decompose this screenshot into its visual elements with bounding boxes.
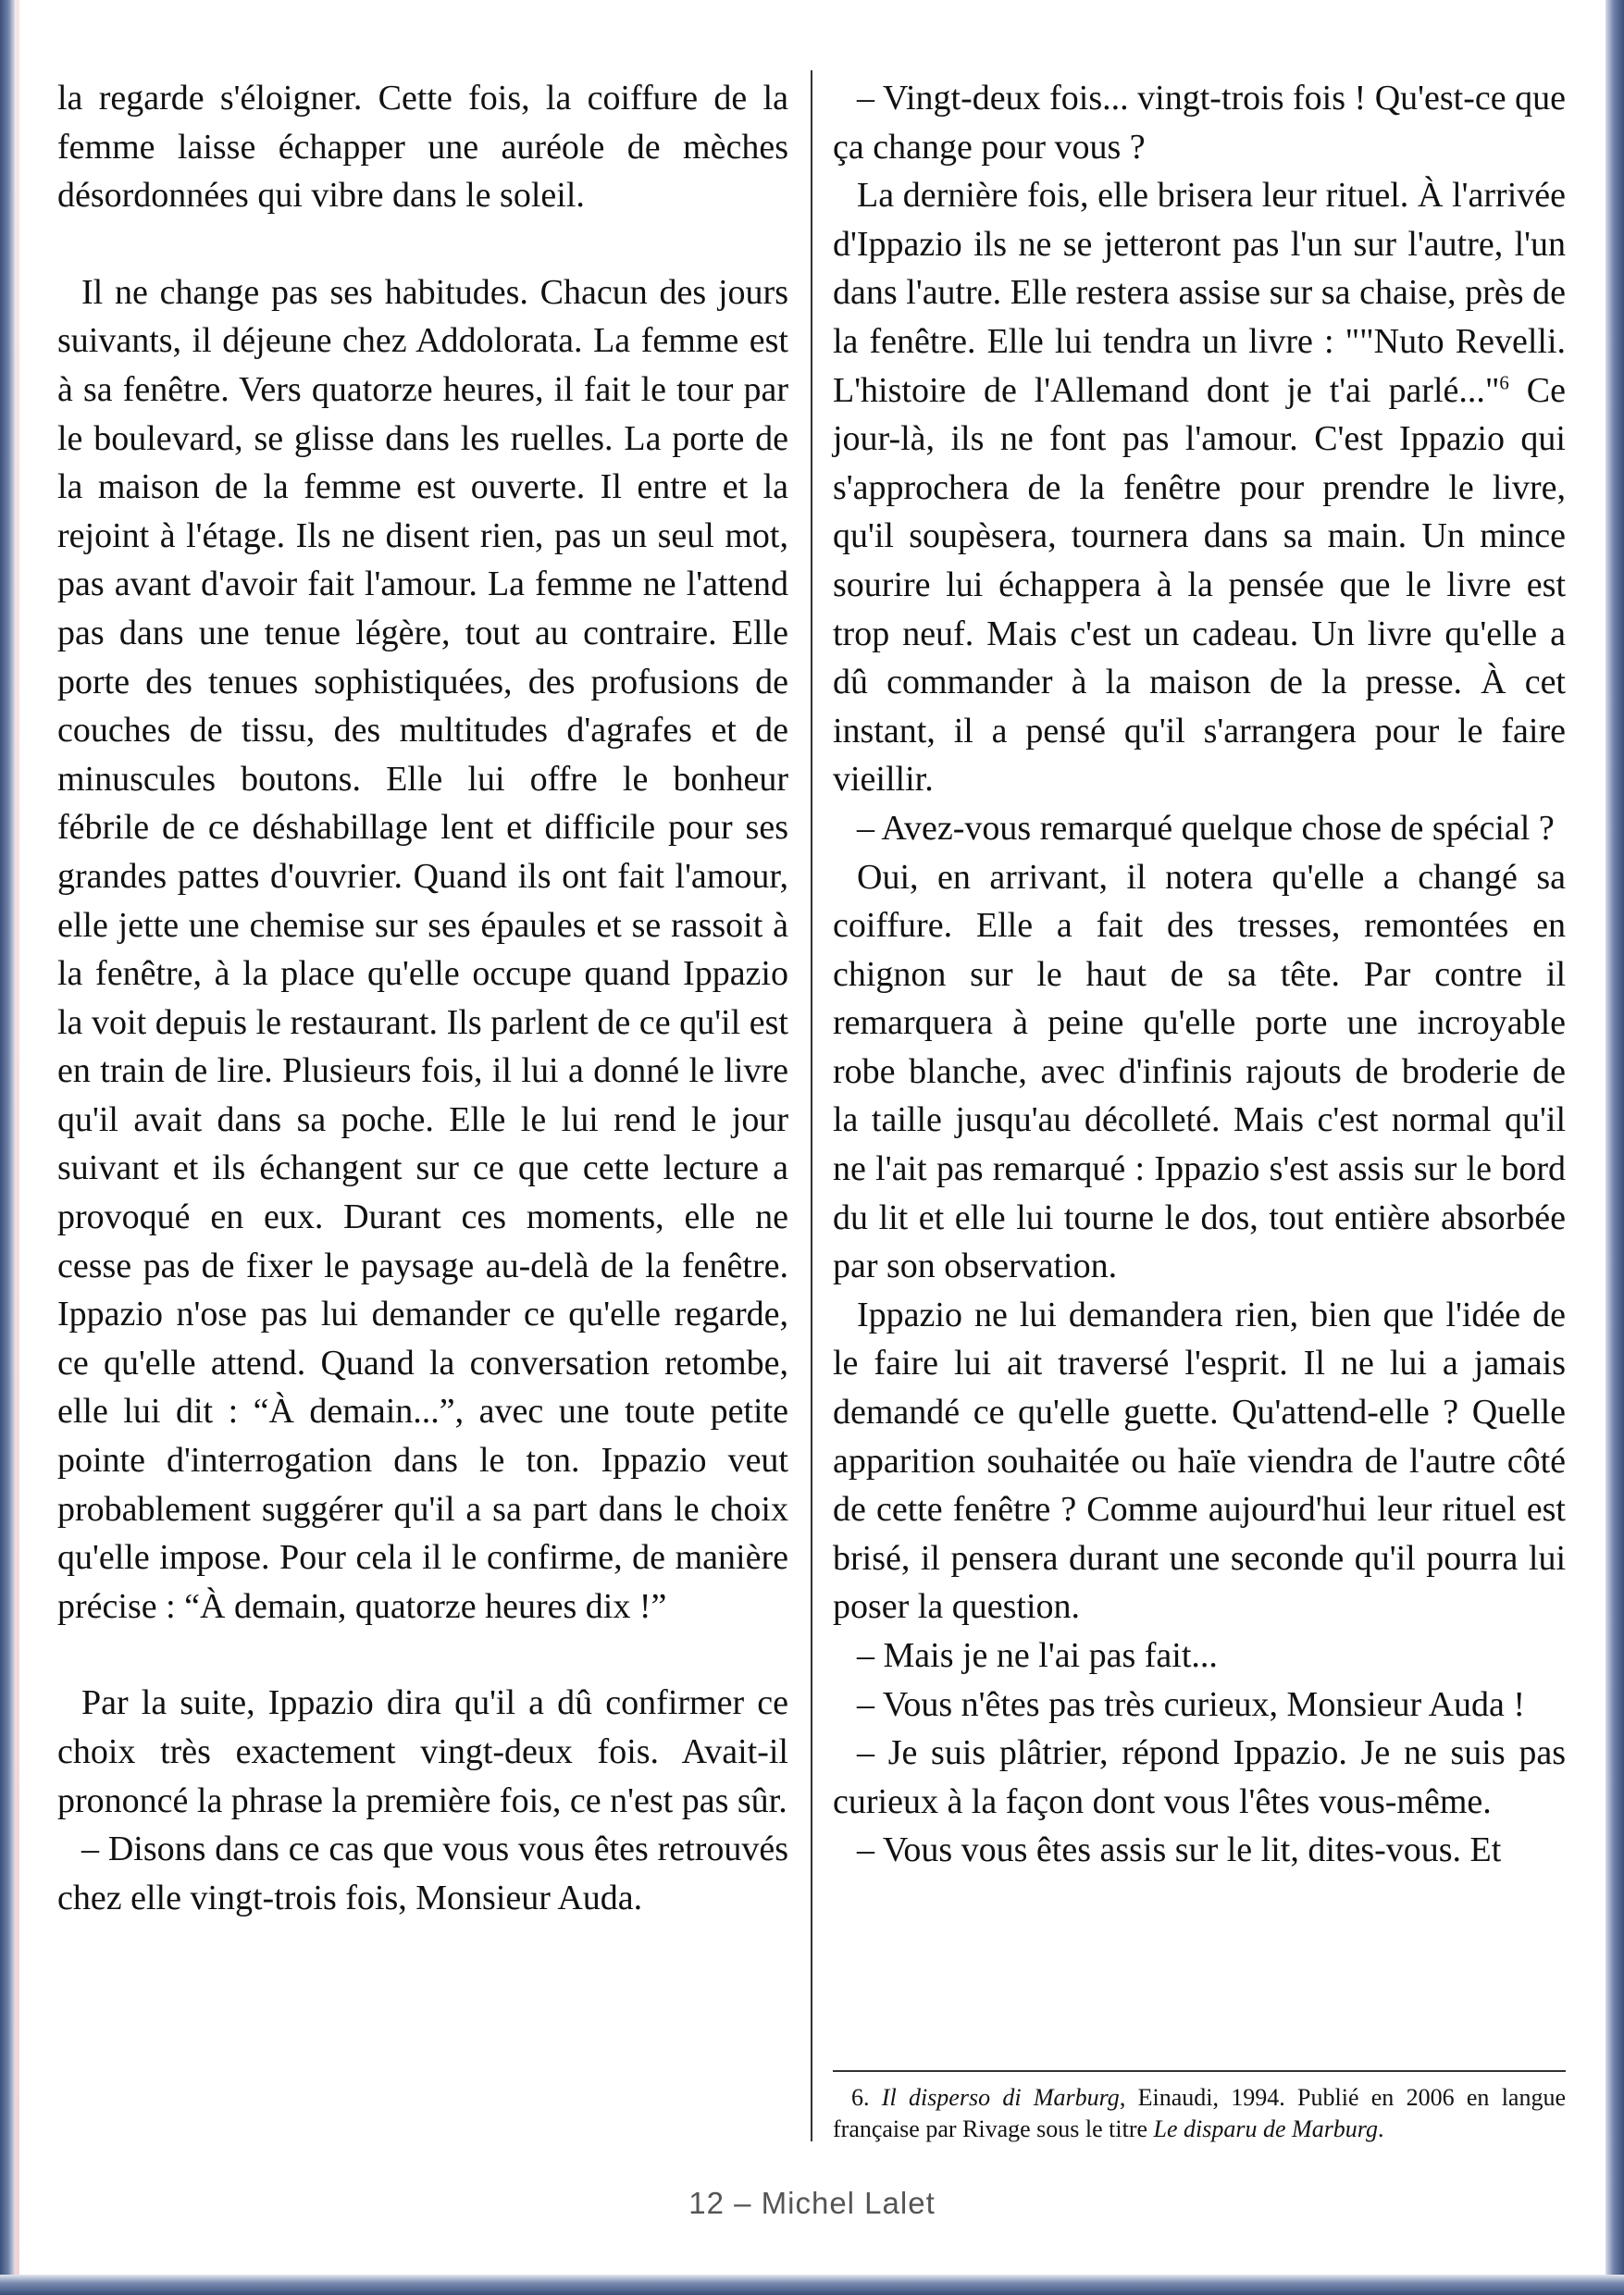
page-border-right xyxy=(1605,0,1624,2295)
page-border-left xyxy=(0,0,15,2295)
paragraph: Par la suite, Ippazio dira qu'il a dû confirmer ce choix très exactement vingt-deux fois. Avait-il prononcé la phrase la première fois, ce n'est pas sûr. xyxy=(57,1683,788,1820)
page-border-bottom xyxy=(0,2275,1624,2295)
paragraph: Ippazio ne lui demandera rien, bien que l'idée de le faire lui ait traversé l'esprit. Il ne lui a jamais demandé ce qu'elle guette. Qu'attend-elle ? Quelle apparition souhaitée ou haïe viendra de l'autre côté de cette fenêtre ? Comme aujourd'hui leur rituel est brisé, il pensera durant une seconde qu'il pourra lui poser la question. xyxy=(833,1295,1566,1627)
dialogue-line: – Vous n'êtes pas très curieux, Monsieur Auda ! xyxy=(857,1684,1526,1724)
footnote-number: 6. xyxy=(851,2084,870,2111)
dialogue-line: – Vous vous êtes assis sur le lit, dites-vous. Et xyxy=(857,1830,1502,1870)
dialogue-line: – Disons dans ce cas que vous vous êtes retrouvés chez elle vingt-trois fois, Monsieur Auda. xyxy=(57,1830,788,1917)
column-divider xyxy=(811,70,812,2141)
page-border-accent xyxy=(15,0,19,2275)
footnote-text: . xyxy=(1377,2115,1384,2142)
paragraph: la regarde s'éloigner. Cette fois, la coiffure de la femme laisse échapper une auréole de mèches désordonnées qui vibre dans le soleil. xyxy=(57,79,788,216)
paragraph-text: La dernière fois, elle brisera leur rituel. À l'arrivée d'Ippazio ils ne se jetteront pas l'un sur l'autre, l'un dans l'autre. Elle restera assise sur sa chaise, près de la fenêtre. Elle lui tendra un livre : ""Nuto Revelli. L'histoire de l'Allemand dont je t'ai parlé..." xyxy=(833,176,1566,410)
dialogue-line: – Mais je ne l'ai pas fait... xyxy=(857,1636,1218,1675)
dialogue-line: – Avez-vous remarqué quelque chose de spécial ? xyxy=(857,808,1555,848)
dialogue-line: – Vingt-deux fois... vingt-trois fois ! Qu'est-ce que ça change pour vous ? xyxy=(833,79,1566,167)
paragraph: Oui, en arrivant, il notera qu'elle a changé sa coiffure. Elle a fait des tresses, remontées en chignon sur le haut de sa tête. Par contre il remarquera à peine qu'elle porte une incroyable robe blanche, avec d'infinis rajouts de broderie de la taille jusqu'au décolleté. Mais c'est normal qu'il ne l'ait pas remarqué : Ippazio s'est assis sur le bord du lit et elle lui tourne le dos, tout entière absorbée par son observation. xyxy=(833,857,1566,1286)
footnote-marker[interactable]: 6 xyxy=(1499,370,1509,393)
footnote-rule xyxy=(833,2070,1566,2072)
footnote-title: Il disperso di Marburg xyxy=(881,2084,1120,2111)
page-folio: 12 – Michel Lalet xyxy=(688,2186,936,2220)
right-column xyxy=(833,74,1566,1875)
left-column xyxy=(57,74,788,1922)
paragraph-text: Ce jour-là, ils ne font pas l'amour. C'est Ippazio qui s'approchera de la fenêtre pour prendre le livre, qu'il soupèsera, tournera dans sa main. Un mince sourire lui échappera à la pensée que le livre est trop neuf. Mais c'est un cadeau. Un livre qu'elle a dû commander à la maison de la presse. À cet instant, il a pensé qu'il s'arrangera pour le faire vieillir. xyxy=(833,370,1566,800)
dialogue-line: – Je suis plâtrier, répond Ippazio. Je ne suis pas curieux à la façon dont vous l'êtes vous-même. xyxy=(833,1733,1566,1821)
footnote-title: Le disparu de Marburg xyxy=(1153,2115,1378,2142)
paragraph xyxy=(833,171,1566,804)
footnote-text: , Einaudi, 1994. Publié en 2006 en langue française par Rivage sous le titre xyxy=(833,2084,1567,2142)
paragraph: Il ne change pas ses habitudes. Chacun des jours suivants, il déjeune chez Addolorata. La femme est à sa fenêtre. Vers quatorze heures, il fait le tour par le boulevard, se glisse dans les ruelles. La porte de la maison de la femme est ouverte. Il entre et la rejoint à l'étage. Ils ne disent rien, pas un seul mot, pas avant d'avoir fait l'amour. La femme ne l'attend pas dans une tenue légère, tout au contraire. Elle porte des tenues sophistiquées, des profusions de couches de tissu, des multitudes d'agrafes et de minuscules boutons. Elle lui offre le bonheur fébrile de ce déshabillage lent et difficile pour ses grandes pattes d'ouvrier. Quand ils ont fait l'amour, elle jette une chemise sur ses épaules et se rassoit à la fenêtre, à la place qu'elle occupe quand Ippazio la voit depuis le restaurant. Ils parlent de ce qu'il est en train de lire. Plusieurs fois, il lui a donné le livre qu'il avait dans sa poche. Elle le lui rend le jour suivant et ils échangent sur ce que cette lecture a provoqué en eux. Durant ces moments, elle ne cesse pas de fixer le paysage au-delà de la fenêtre. Ippazio n'ose pas lui demander ce qu'elle regarde, ce qu'elle attend. Quand la conversation retombe, elle lui dit : “À demain...”, avec une toute petite pointe d'interrogation dans le ton. Ippazio veut probablement suggérer qu'il a sa part dans le choix qu'elle impose. Pour cela il le confirme, de manière précise : “À demain, quatorze heures dix !” xyxy=(57,272,788,1626)
footnote xyxy=(833,2082,1566,2145)
